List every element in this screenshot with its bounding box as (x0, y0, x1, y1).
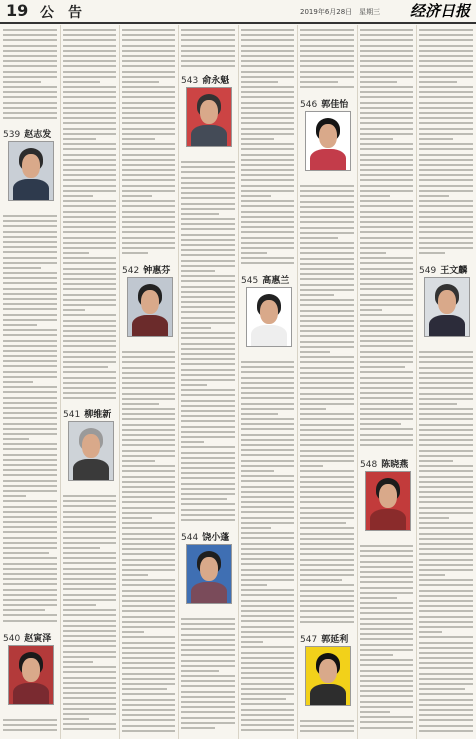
body-text (181, 618, 235, 732)
portrait-photo (8, 645, 54, 705)
person-name: 郭佳怡 (321, 100, 349, 110)
notice-number: 548 (360, 460, 378, 470)
text-column (238, 25, 298, 739)
portrait-photo (127, 277, 173, 337)
body-text (419, 351, 473, 735)
notice-number: 541 (63, 410, 81, 420)
body-text (300, 720, 354, 736)
body-text (241, 361, 294, 735)
body-text (63, 29, 116, 403)
portrait-photo (68, 421, 114, 481)
portrait-photo (246, 287, 292, 347)
portrait-photo (8, 141, 54, 201)
body-text (3, 29, 57, 122)
body-text (63, 495, 116, 734)
notice-heading (181, 530, 229, 542)
text-column (119, 25, 179, 739)
text-column (60, 25, 120, 739)
body-text (181, 161, 235, 524)
person-name: 赵寅泽 (24, 634, 52, 644)
portrait-photo (305, 111, 351, 171)
portrait-photo (424, 277, 470, 337)
person-name: 高惠兰 (262, 276, 290, 286)
person-name: 柳维新 (84, 410, 112, 420)
notice-heading (300, 97, 348, 109)
notice-number: 549 (419, 266, 437, 276)
body-text (3, 215, 57, 625)
person-name: 赵志发 (24, 130, 52, 140)
portrait-photo (186, 87, 232, 147)
body-text (419, 29, 473, 257)
text-column (416, 25, 476, 739)
person-name: 陈晓燕 (381, 460, 409, 470)
section-title: 公告 (40, 5, 96, 21)
text-column (357, 25, 417, 739)
notice-number: 545 (241, 276, 259, 286)
notice-heading (241, 273, 289, 285)
notice-columns (0, 25, 476, 739)
notice-number: 543 (181, 76, 199, 86)
notice-number: 542 (122, 266, 140, 276)
notice-heading (122, 263, 170, 275)
page-header (0, 0, 476, 24)
body-text (300, 29, 354, 91)
issue-date: 2019年6月28日 星期三 (300, 8, 381, 16)
portrait-photo (365, 471, 411, 531)
notice-heading (419, 263, 467, 275)
notice-heading (181, 73, 229, 85)
body-text (3, 719, 57, 735)
person-name: 饶小蓬 (202, 533, 230, 543)
notice-heading (63, 407, 111, 419)
person-name: 钟惠芬 (143, 266, 171, 276)
newspaper-masthead: 经济日报 (409, 2, 470, 20)
notice-number: 540 (3, 634, 21, 644)
notice-number: 539 (3, 130, 21, 140)
portrait-photo (305, 646, 351, 706)
notice-heading (3, 631, 51, 643)
notice-number: 546 (300, 100, 318, 110)
body-text (122, 351, 175, 735)
person-name: 俞永魁 (202, 76, 230, 86)
person-name: 郭延利 (321, 635, 349, 645)
notice-number: 544 (181, 533, 199, 543)
notice-number: 547 (300, 635, 318, 645)
text-column (297, 25, 358, 739)
body-text (300, 185, 354, 626)
body-text (241, 29, 294, 268)
text-column (0, 25, 61, 739)
text-column (178, 25, 239, 739)
notice-heading (3, 127, 51, 139)
person-name: 王文麟 (440, 266, 468, 276)
body-text (181, 29, 235, 71)
body-text (360, 29, 413, 449)
body-text (122, 29, 175, 257)
notice-heading (360, 457, 408, 469)
notice-heading (300, 632, 348, 644)
page-number: 19 (6, 1, 29, 20)
body-text (360, 545, 413, 732)
portrait-photo (186, 544, 232, 604)
